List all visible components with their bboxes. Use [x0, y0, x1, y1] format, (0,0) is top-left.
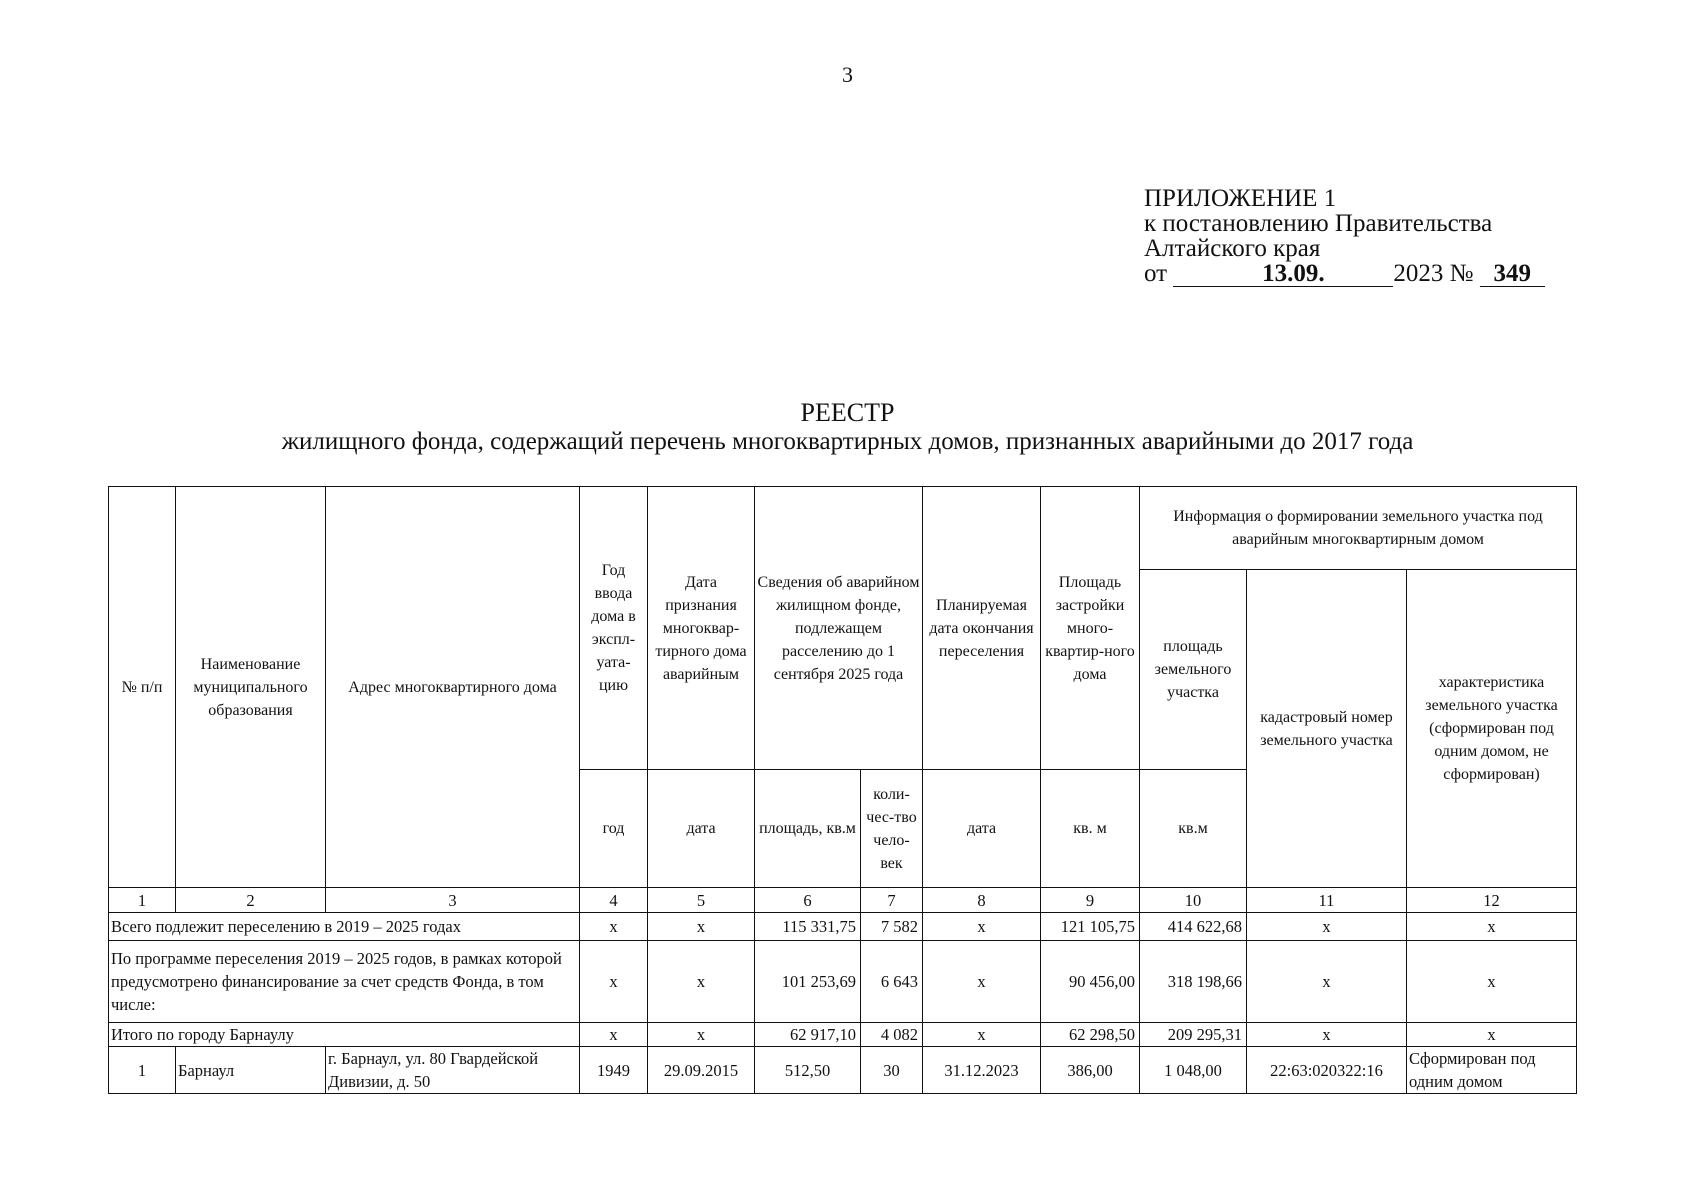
unit-area: площадь, кв.м [755, 770, 861, 888]
summary-cell: х [923, 913, 1041, 941]
summary-cell: 115 331,75 [755, 913, 861, 941]
unit-people: коли-чес-тво чело-век [861, 770, 923, 888]
col-num: 2 [176, 888, 326, 913]
header-num: № п/п [109, 487, 176, 888]
row-land-area: 1 048,00 [1140, 1047, 1247, 1094]
title-line-2: жилищного фонда, содержащий перечень многоквартирных домов, признанных аварийными до 2017 года [281, 428, 1414, 455]
row-year: 1949 [580, 1047, 648, 1094]
summary-cell: 6 643 [861, 941, 923, 1023]
summary-cell: 209 295,31 [1140, 1023, 1247, 1047]
row-building-area: 386,00 [1041, 1047, 1140, 1094]
summary-cell: х [648, 1023, 755, 1047]
col-num: 5 [648, 888, 755, 913]
summary-cell: х [923, 1023, 1041, 1047]
header-year-commissioned: Год ввода дома в экспл-уата-цию [580, 487, 648, 770]
summary-label: По программе переселения 2019 – 2025 годов, в рамках которой предусмотрено финансирование за счет средств Фонда, в том числе: [109, 941, 580, 1023]
col-num: 6 [755, 888, 861, 913]
summary-cell: х [923, 941, 1041, 1023]
unit-land-area: кв.м [1140, 770, 1247, 888]
header-address: Адрес многоквартирного дома [326, 487, 580, 888]
summary-cell: 121 105,75 [1041, 913, 1140, 941]
date-prefix: от [1144, 260, 1168, 287]
appendix-block [1144, 186, 1545, 287]
row-cadastral: 22:63:020322:16 [1247, 1047, 1407, 1094]
summary-cell: х [1407, 1023, 1577, 1047]
summary-cell: х [648, 941, 755, 1023]
appendix-line-2: к постановлению Правительства [1144, 210, 1493, 237]
col-num: 12 [1407, 888, 1577, 913]
appendix-date-line [1144, 261, 1545, 287]
summary-cell: 7 582 [861, 913, 923, 941]
col-num: 8 [923, 888, 1041, 913]
table-row [109, 1047, 1577, 1094]
summary-cell: х [1407, 941, 1577, 1023]
appendix-title: ПРИЛОЖЕНИЕ 1 [1144, 185, 1337, 212]
appendix-line-3: Алтайского края [1144, 235, 1321, 262]
summary-cell: 62 298,50 [1041, 1023, 1140, 1047]
header-land-info: Информация о формировании земельного участка под аварийным многоквартирным домом [1140, 487, 1577, 570]
header-land-characteristic: характеристика земельного участка (сформирован под одним домом, не сформирован) [1407, 570, 1577, 888]
summary-row-total [109, 913, 1577, 941]
summary-cell: х [580, 941, 648, 1023]
col-num: 11 [1247, 888, 1407, 913]
summary-cell: 101 253,69 [755, 941, 861, 1023]
unit-year: год [580, 770, 648, 888]
row-municipality: Барнаул [176, 1047, 326, 1094]
header-row-1 [109, 487, 1577, 570]
header-building-area: Площадь застройки много-квартир-ного дома [1041, 487, 1140, 770]
summary-cell: х [580, 913, 648, 941]
col-num: 3 [326, 888, 580, 913]
summary-cell: 4 082 [861, 1023, 923, 1047]
title-line-1: РЕЕСТР [800, 398, 895, 427]
col-num: 4 [580, 888, 648, 913]
document-title [0, 398, 1695, 456]
header-recognition-date: Дата признания многоквар-тирного дома аварийным [648, 487, 755, 770]
year-number-label: 2023 № [1393, 260, 1474, 287]
registry-table [108, 486, 1577, 1094]
col-num: 10 [1140, 888, 1247, 913]
row-address: г. Барнаул, ул. 80 Гвардейской Дивизии, д. 50 [326, 1047, 580, 1094]
header-cadastral: кадастровый номер земельного участка [1247, 570, 1407, 888]
unit-building-area: кв. м [1041, 770, 1140, 888]
unit-date: дата [648, 770, 755, 888]
summary-label: Итого по городу Барнаулу [109, 1023, 580, 1047]
handwritten-date: 13.09. [1173, 262, 1393, 287]
column-numbers-row [109, 888, 1577, 913]
summary-cell: 62 917,10 [755, 1023, 861, 1047]
summary-cell: 414 622,68 [1140, 913, 1247, 941]
unit-planned-date: дата [923, 770, 1041, 888]
row-number: 1 [109, 1047, 176, 1094]
summary-cell: х [1247, 941, 1407, 1023]
row-people: 30 [861, 1047, 923, 1094]
header-land-area: площадь земельного участка [1140, 570, 1247, 770]
summary-cell: 90 456,00 [1041, 941, 1140, 1023]
summary-cell: х [580, 1023, 648, 1047]
col-num: 7 [861, 888, 923, 913]
summary-row-program [109, 941, 1577, 1023]
summary-cell: х [648, 913, 755, 941]
row-planned-date: 31.12.2023 [923, 1047, 1041, 1094]
row-land-characteristic: Сформирован под одним домом [1407, 1047, 1577, 1094]
summary-cell: 318 198,66 [1140, 941, 1247, 1023]
col-num: 1 [109, 888, 176, 913]
summary-cell: х [1407, 913, 1577, 941]
summary-cell: х [1247, 913, 1407, 941]
handwritten-number: 349 [1480, 262, 1545, 287]
col-num: 9 [1041, 888, 1140, 913]
page-number: 3 [842, 62, 853, 87]
header-municipality: Наименование муниципального образования [176, 487, 326, 888]
header-emergency-fund: Сведения об аварийном жилищном фонде, подлежащем расселению до 1 сентября 2025 года [755, 487, 923, 770]
summary-cell: х [1247, 1023, 1407, 1047]
summary-label: Всего подлежит переселению в 2019 – 2025 годах [109, 913, 580, 941]
summary-row-barnaul [109, 1023, 1577, 1047]
header-planned-date: Планируемая дата окончания переселения [923, 487, 1041, 770]
row-recognition-date: 29.09.2015 [648, 1047, 755, 1094]
row-area: 512,50 [755, 1047, 861, 1094]
